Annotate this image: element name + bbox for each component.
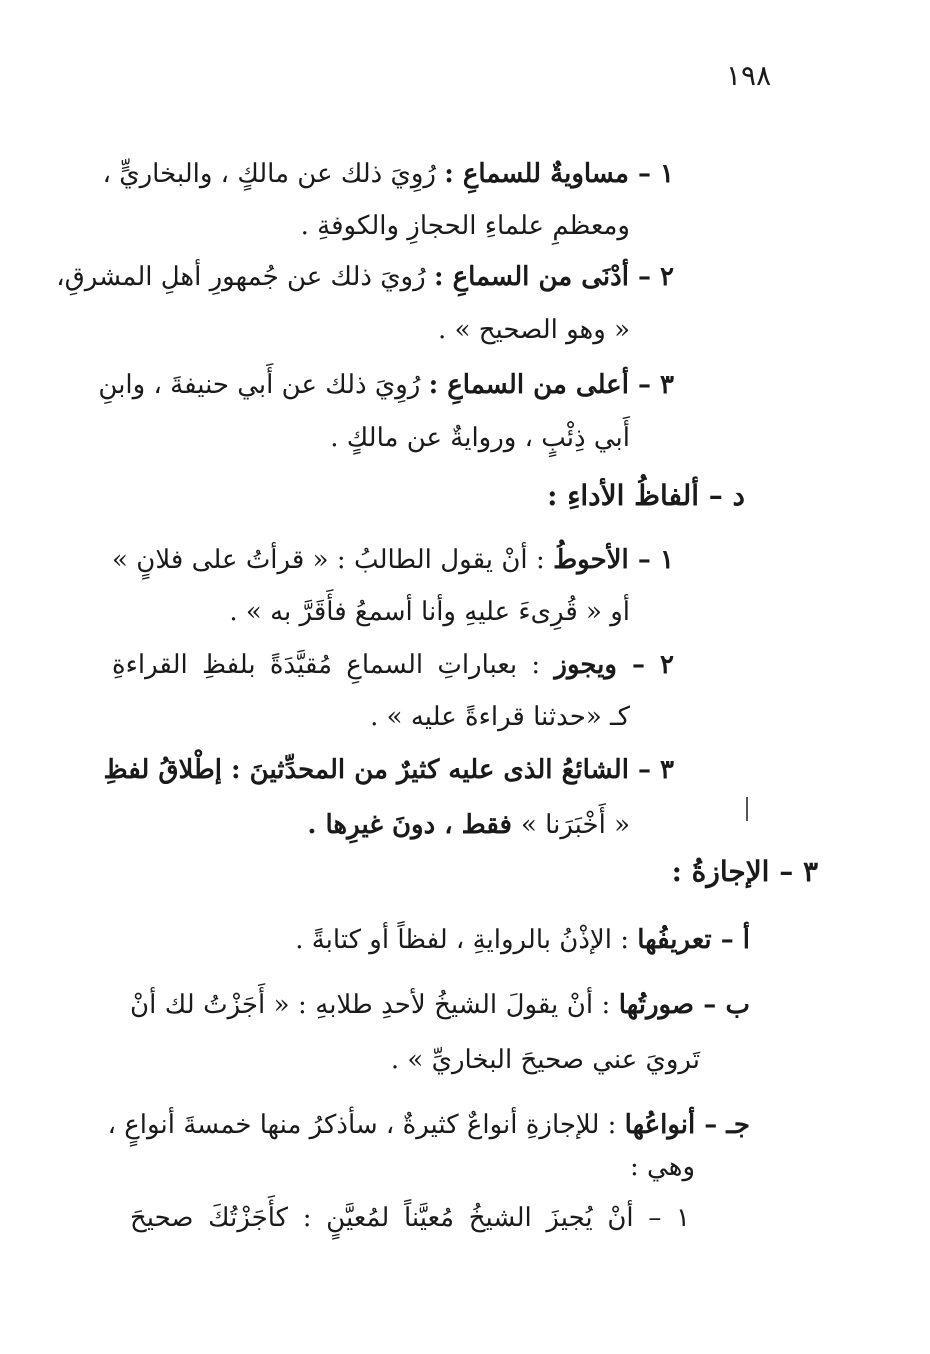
- item-text: : الإذْنُ بالروايةِ ، لفظاً أو كتابةً .: [295, 925, 638, 955]
- line-13: [307, 805, 630, 845]
- item-heading: أ – تعريفُها: [637, 925, 750, 955]
- line-1: [102, 154, 674, 194]
- line-10: [112, 645, 674, 685]
- line-9: أو « قُرِىءَ عليهِ وأنا أسمعُ فأَقَرَّ به » .: [229, 597, 630, 627]
- item-text: رُوِيَ ذلك عن مالكٍ ، والبخاريٍّ ،: [102, 159, 445, 189]
- item-text: : بعباراتِ السماعِ مُقيَّدَةً بلفظِ القراءةِ: [112, 650, 555, 680]
- line-15: [295, 920, 750, 960]
- item-text: فقط ، دونَ غيرِها .: [307, 810, 521, 840]
- line-5: [98, 365, 674, 405]
- quoted-word: « أَخْبَرَنا »: [521, 810, 630, 840]
- line-4: « وهو الصحيح » .: [438, 315, 630, 345]
- line-12: ٣ – الشائعُ الذى عليه كثيرٌ من المحدِّثينَ : إطْلاقُ لفظِ: [103, 755, 674, 785]
- section-heading-d: د – ألفاظُ الأداءِ :: [547, 479, 745, 512]
- item-text: : للإجازةِ أنواعٌ كثيرةٌ ، سأذكرُ منها خمسةَ أنواعٍ ،: [107, 1110, 625, 1140]
- item-heading: جـ – أنواعُها: [624, 1110, 750, 1140]
- item-text: : أنْ يقول الطالبُ : « قرأتُ على فلانٍ »: [112, 545, 554, 575]
- line-19: وهي :: [630, 1152, 695, 1182]
- item-heading: ٢ – ويجوز: [554, 650, 674, 680]
- line-3: [56, 257, 674, 297]
- item-heading: ٣ – أعلى من السماعِ :: [428, 370, 674, 400]
- line-8: [112, 540, 674, 580]
- item-heading: ١ – الأحوطُ: [553, 545, 674, 575]
- line-11: كـ «حدثنا قراءةً عليه » .: [370, 702, 630, 732]
- line-16: [130, 985, 750, 1025]
- line-18: [107, 1105, 750, 1145]
- line-2: ومعظمِ علماءِ الحجازِ والكوفةِ .: [300, 211, 630, 241]
- item-text: رُوِيَ ذلك عن أَبي حنيفةَ ، وابنِ: [98, 370, 429, 400]
- page-number: ١٩٨: [726, 59, 772, 92]
- item-heading: ١ – مساويةٌ للسماعِ :: [444, 159, 674, 189]
- item-heading: ب – صورتُها: [618, 990, 750, 1020]
- item-text: : أنْ يقولَ الشيخُ لأحدِ طلابهِ : « أَجَزْتُ لك أنْ: [130, 990, 619, 1020]
- item-heading: ٢ – أدْنَى من السماعِ :: [433, 262, 674, 292]
- section-heading-ijaza: ٣ – الإجازةُ :: [671, 855, 818, 888]
- item-text: رُويَ ذلك عن جُمهورِ أهلِ المشرقِ،: [56, 262, 434, 292]
- margin-mark: [746, 797, 748, 821]
- line-17: تَرويَ عني صحيحَ البخاريِّ » .: [390, 1045, 700, 1075]
- line-6: أَبي ذِئْبٍ ، وروايةٌ عن مالكٍ .: [330, 423, 630, 453]
- line-20: ١ – أنْ يُجيزَ الشيخُ مُعيَّناً لمُعيَّنٍ : كأَجَزْتُكَ صحيحَ: [130, 1203, 690, 1233]
